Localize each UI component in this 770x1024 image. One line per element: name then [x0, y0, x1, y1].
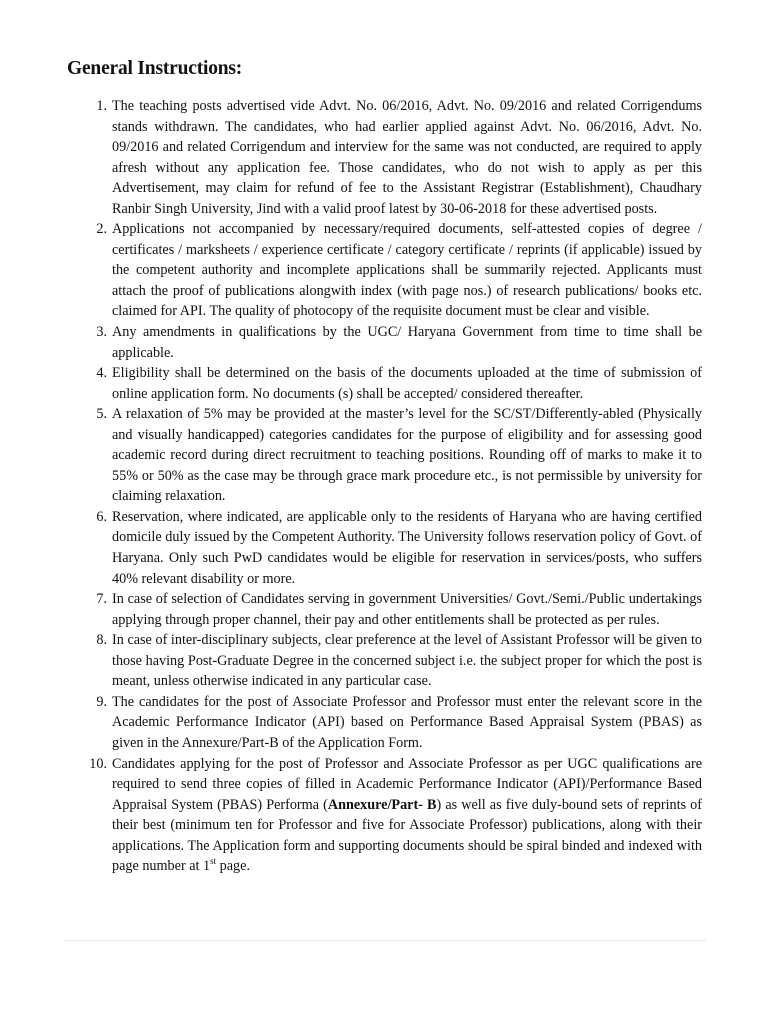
item-text: A relaxation of 5% may be provided at the master’s level for the SC/ST/Differently-abled (Physically and visually handicapped) categories candidates for the purpose of eligibility and for assessing good academic record during direct recruitment to teaching positions. Rounding off of marks to make it to 55% or 50% as the case may be through grace mark procedure etc., is not permissible by university for claiming relaxation.	[112, 406, 702, 505]
page-divider	[64, 940, 706, 941]
item-number: 8.	[96, 632, 107, 649]
instruction-item	[66, 589, 702, 630]
item-text: The teaching posts advertised vide Advt. No. 06/2016, Advt. No. 09/2016 and related Corrigendums stands withdrawn. The candidates, who had earlier applied against Advt. No. 06/2016, Advt. No. 09/2016 and related Corrigendum and interview for the same was not conducted, are required to apply afresh without any application fee. Those candidates, who do not wish to apply as per this Advertisement, may claim for refund of fee to the Assistant Registrar (Establishment), Chaudhary Ranbir Singh University, Jind with a valid proof latest by 30-06-2018 for these advertised posts.	[112, 98, 702, 217]
item-number: 9.	[96, 693, 107, 710]
ordinal-superscript: st	[210, 856, 217, 867]
item-number: 10.	[89, 755, 107, 772]
item-number: 4.	[96, 365, 107, 382]
item-text: ) as well as five duly-bound sets of reprints of their best (minimum ten for Professor and five for Associate Professor) publications, along with their applications. The Application form and supporting documents should be spiral binded and indexed with page number at 1	[112, 796, 702, 875]
instruction-item	[66, 322, 702, 363]
item-text: Applications not accompanied by necessary/required documents, self-attested copies of degree / certificates / marksheets / experience certificate / category certificate / reprints (if applicable) issued by the competent authority and incomplete applications shall be summarily rejected. Applicants must attach the proof of publications alongwith index (with page nos.) of research publications/ books etc. claimed for API. The quality of photocopy of the requisite document must be clear and visible.	[112, 221, 702, 320]
item-number: 2.	[96, 221, 107, 238]
instruction-item	[66, 363, 702, 404]
item-text: In case of inter-disciplinary subjects, clear preference at the level of Assistant Professor will be given to those having Post-Graduate Degree in the concerned subject i.e. the subject proper for which the post is meant, unless otherwise indicated in any particular case.	[112, 632, 702, 690]
instruction-item	[66, 754, 702, 877]
item-text: Candidates applying for the post of Professor and Associate Professor as per UGC qualifications are required to send three copies of filled in Academic Performance Indicator (API)/Performance Based Appraisal System (PBAS) Performa (	[112, 755, 702, 813]
item-number: 5.	[96, 406, 107, 423]
item-number: 6.	[96, 508, 107, 525]
instruction-item	[66, 404, 702, 507]
instruction-item	[66, 96, 702, 219]
item-text: In case of selection of Candidates serving in government Universities/ Govt./Semi./Public undertakings applying through proper channel, their pay and other entitlements shall be protected as per rules.	[112, 591, 702, 628]
instruction-item	[66, 692, 702, 754]
item-number: 7.	[96, 591, 107, 608]
item-text: page.	[216, 858, 250, 875]
item-number: 1.	[96, 98, 107, 114]
instructions-list	[66, 96, 702, 877]
instruction-item	[66, 630, 702, 692]
section-heading: General Instructions:	[67, 58, 243, 79]
item-text: Eligibility shall be determined on the basis of the documents uploaded at the time of submission of online application form. No documents (s) shall be accepted/ considered thereafter.	[112, 365, 702, 402]
annexure-reference: Annexure/Part- B	[327, 796, 437, 813]
instruction-item	[66, 219, 702, 322]
item-text: The candidates for the post of Associate Professor and Professor must enter the relevant score in the Academic Performance Indicator (API) based on Performance Based Appraisal System (PBAS) as given in the Annexure/Part-B of the Application Form.	[112, 693, 702, 751]
item-number: 3.	[96, 324, 107, 341]
item-text: Any amendments in qualifications by the UGC/ Haryana Government from time to time shall be applicable.	[112, 324, 702, 361]
item-text: Reservation, where indicated, are applicable only to the residents of Haryana who are having certified domicile duly issued by the Competent Authority. The University follows reservation policy of Govt. of Haryana. Only such PwD candidates would be eligible for reservation in services/posts, who suffers 40% relevant disability or more.	[112, 508, 702, 587]
instruction-item	[66, 507, 702, 589]
